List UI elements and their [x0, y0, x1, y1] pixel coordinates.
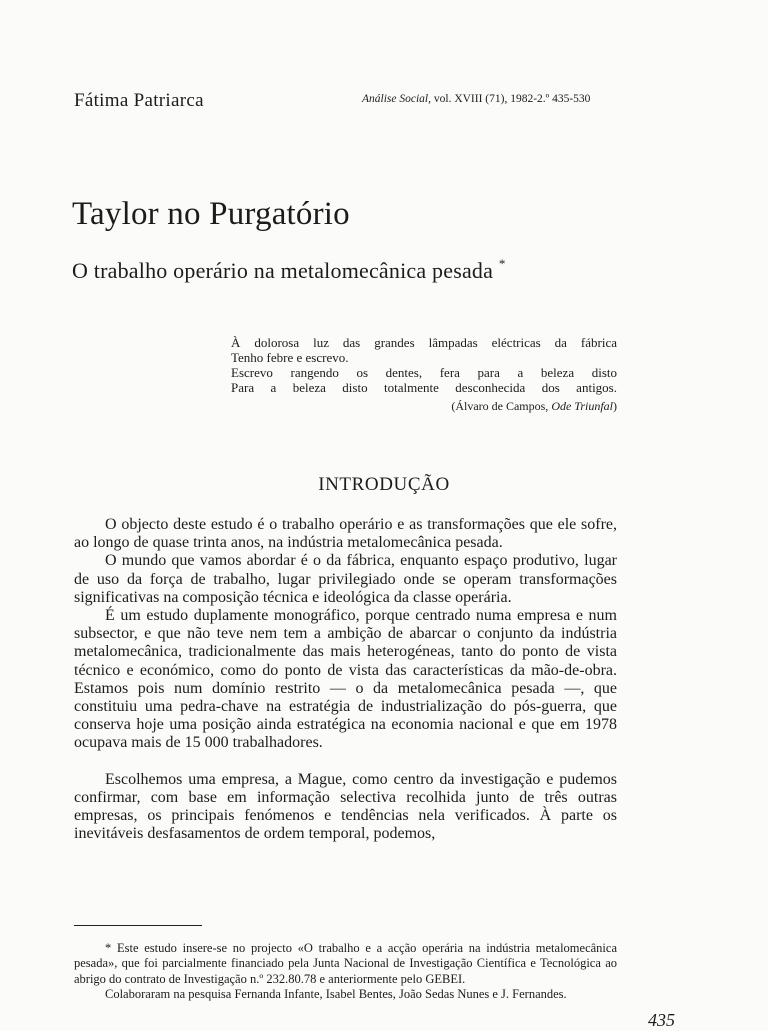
paragraph: O mundo que vamos abordar é o da fábrica, enquanto espaço produtivo, lugar de uso da força de trabalho, lugar privilegiado onde se operam transformações significativas na composição técnica e ideológica da classe operária. — [74, 552, 617, 606]
section-heading: INTRODUÇÃO — [318, 474, 450, 495]
epigraph — [231, 335, 617, 414]
article-title: Taylor no Purgatório — [72, 196, 350, 232]
epigraph-source-close: ) — [613, 399, 617, 413]
citation-details: vol. XVIII (71), 1982-2.º 435-530 — [431, 93, 591, 105]
epigraph-source-work: Ode Triunfal — [551, 399, 613, 413]
author-name: Fátima Patriarca — [74, 90, 204, 111]
paragraph: É um estudo duplamente monográfico, porque centrado numa empresa e num subsector, e que não teve nem tem a ambição de abarcar o conjunto da indústria metalomecânica, tradicionalmente das mais heterogéneas, tanto do ponto de vista técnico e económico, como do ponto de vista das características da mão-de-obra. Estamos pois num domínio restrito — o da metalomecânica pesada —, que constituiu uma pedra-chave na estratégia de industrialização do pós-guerra, que conserva hoje uma posição ainda estratégica na economia nacional e que em 1978 ocupava mais de 15 000 trabalhadores. — [74, 607, 617, 752]
body-text — [74, 516, 617, 843]
page-number: 435 — [648, 1010, 675, 1030]
article-subtitle — [72, 258, 506, 284]
footnotes — [74, 941, 617, 1002]
epigraph-line: Tenho febre e escrevo. — [231, 350, 349, 365]
footnote: * Este estudo insere-se no projecto «O trabalho e a acção operária na indústria metalomecânica pesada», que foi parcialmente financiado pela Junta Nacional de Investigação Científica e Tecnológica ao abrigo do contrato de Investigação n.º 232.80.78 e anteriormente pelo GEBEI. — [74, 941, 617, 986]
epigraph-line: Escrevo rangendo os dentes, fera para a beleza disto — [231, 365, 617, 380]
footnote: Colaboraram na pesquisa Fernanda Infante, Isabel Bentes, João Sedas Nunes e J. Fernandes. — [105, 986, 567, 1001]
epigraph-source — [231, 399, 617, 414]
footnote-divider — [74, 925, 202, 926]
epigraph-line: À dolorosa luz das grandes lâmpadas eléctricas da fábrica — [231, 335, 617, 350]
subtitle-footnote-mark: * — [498, 256, 506, 271]
epigraph-source-author: (Álvaro de Campos, — [451, 399, 552, 413]
journal-name: Análise Social, — [362, 93, 431, 105]
epigraph-line: Para a beleza disto totalmente desconhecida dos antigos. — [231, 380, 617, 395]
subtitle-text: O trabalho operário na metalomecânica pesada — [72, 258, 494, 283]
paragraph: Escolhemos uma empresa, a Mague, como centro da investigação e pudemos confirmar, com base em informação selectiva recolhida junto de três outras empresas, os principais fenómenos e tendências nela verificados. À parte os inevitáveis desfasamentos de ordem temporal, podemos, — [74, 770, 617, 843]
paragraph: O objecto deste estudo é o trabalho operário e as transformações que ele sofre, ao longo de quase trinta anos, na indústria metalomecânica pesada. — [74, 516, 617, 552]
journal-citation — [362, 93, 590, 105]
